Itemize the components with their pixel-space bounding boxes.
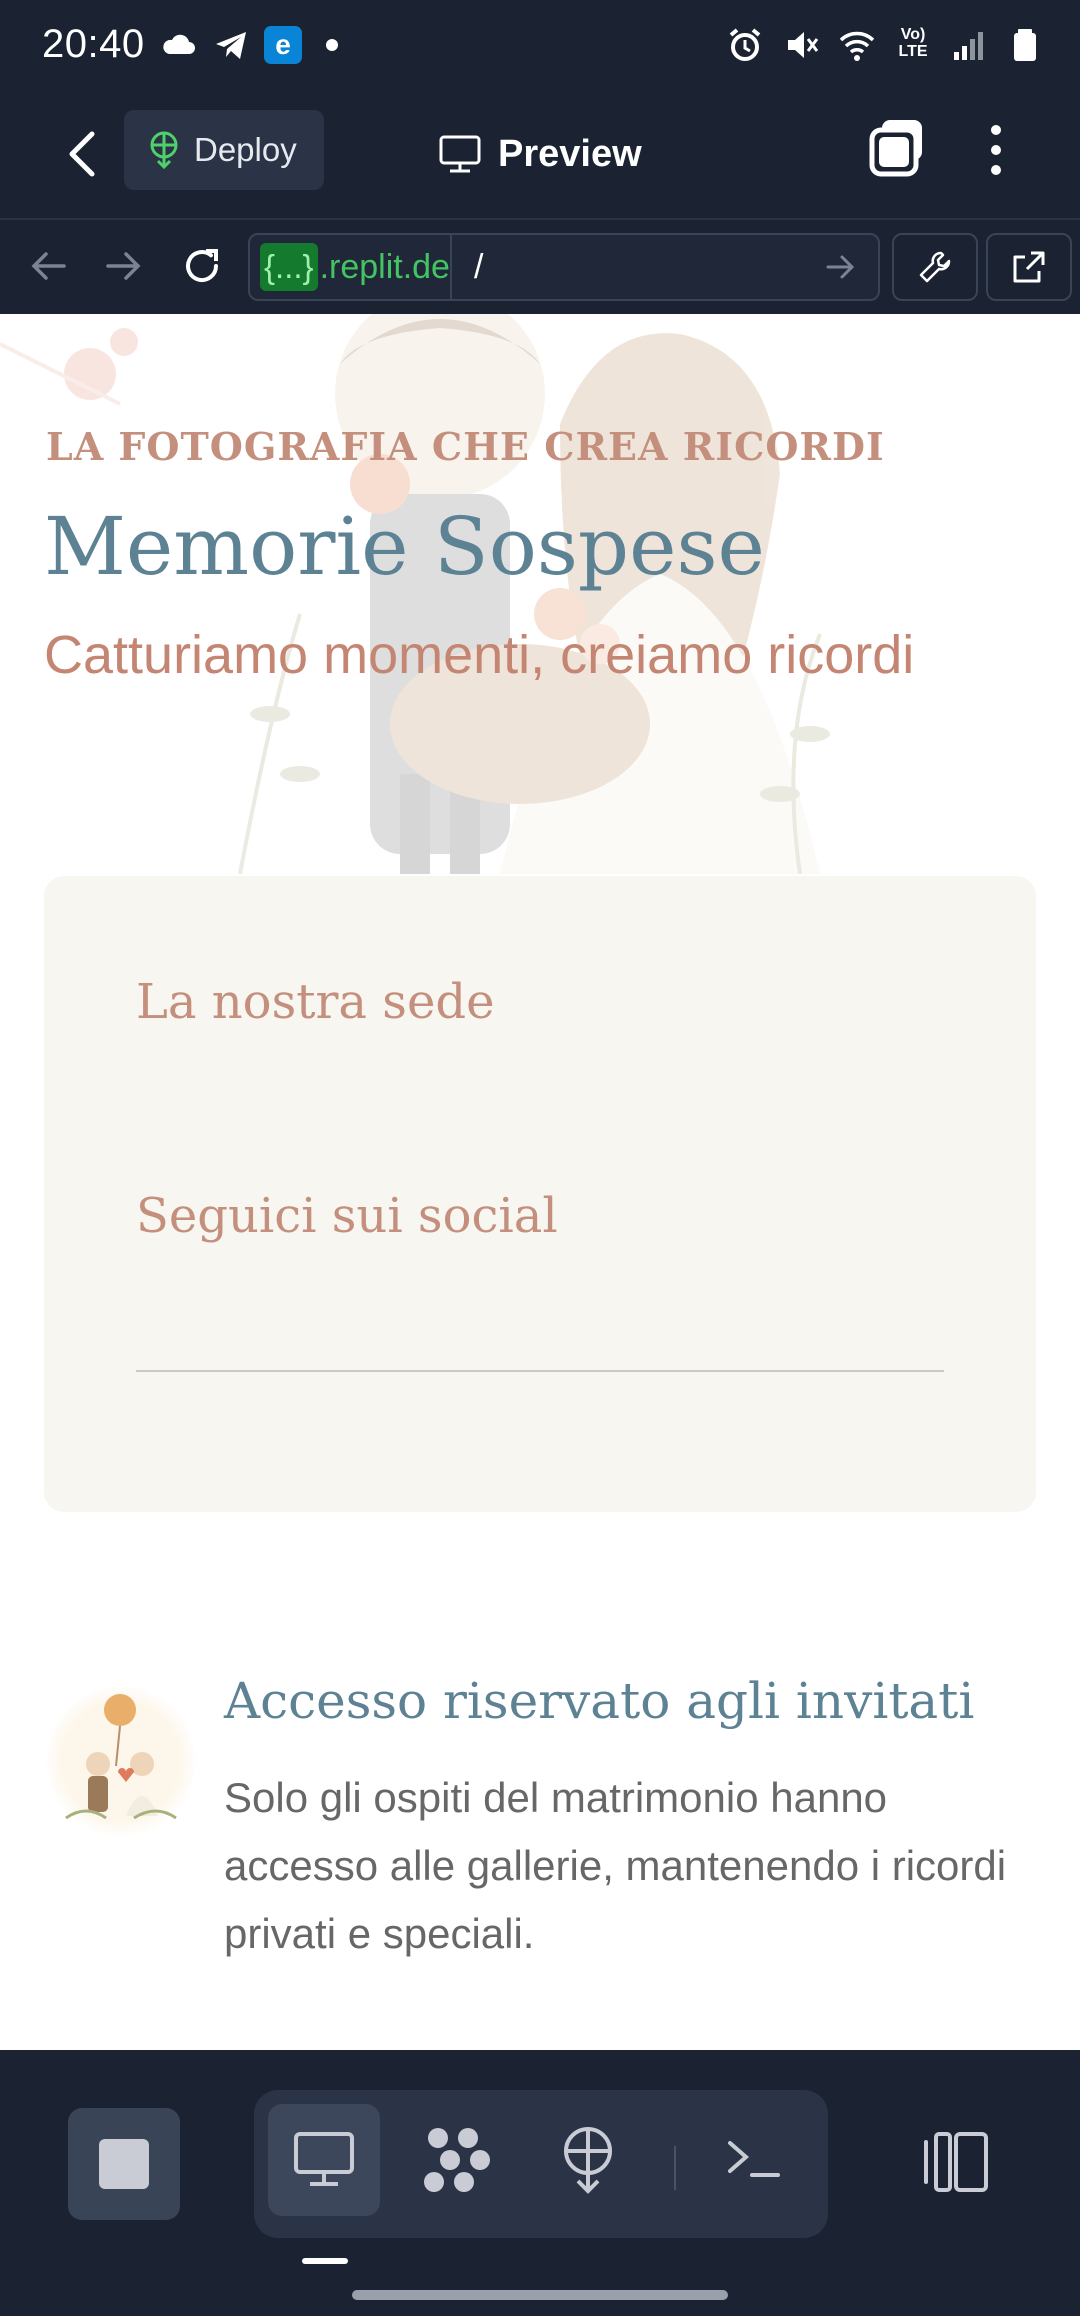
wedding-couple-illustration (0, 314, 1080, 874)
dock-divider (674, 2146, 676, 2190)
access-text: Solo gli ospiti del matrimonio hanno accesso alle gallerie, mantenendo i ricordi privati e speciali. (224, 1774, 1007, 1957)
info-card (44, 876, 1036, 1512)
reload-icon[interactable] (178, 242, 226, 290)
terminal-icon (724, 2135, 784, 2185)
telegram-icon (212, 26, 250, 64)
alarm-icon (726, 26, 764, 64)
preview-tool-button[interactable] (268, 2104, 380, 2216)
url-separator (450, 234, 452, 300)
apps-tool-button[interactable] (400, 2104, 512, 2216)
external-link-icon (1009, 247, 1049, 287)
couple-heart-balloon-icon (46, 1686, 196, 1836)
wrench-icon (915, 247, 955, 287)
battery-icon (1006, 26, 1044, 64)
url-field[interactable] (248, 233, 880, 301)
url-row (0, 220, 1080, 314)
card-divider (136, 1370, 944, 1372)
side-panel-icon[interactable] (916, 2128, 994, 2196)
gesture-home-indicator[interactable] (352, 2290, 728, 2300)
site-title: Memorie Sospese (44, 500, 765, 593)
url-go-arrow-icon[interactable] (820, 247, 860, 287)
status-bar (0, 0, 1080, 96)
more-menu-icon[interactable] (972, 120, 1020, 180)
hero-eyebrow: LA FOTOGRAFIA CHE CREA RICORDI (46, 424, 885, 469)
cloud-icon (160, 26, 198, 64)
active-indicator (302, 2258, 348, 2264)
preview-label: Preview (498, 132, 642, 175)
signal-icon (950, 26, 988, 64)
mute-icon (782, 26, 820, 64)
access-title: Accesso riservato agli invitati (224, 1672, 975, 1730)
deploy-button[interactable] (124, 110, 324, 190)
app-header (0, 96, 1080, 220)
tabs-icon[interactable] (866, 116, 930, 180)
deploy-tool-button[interactable] (532, 2104, 644, 2216)
stop-icon (99, 2139, 149, 2189)
site-tagline: Catturiamo momenti, creiamo ricordi (44, 625, 915, 685)
status-time: 20:40 (42, 22, 145, 66)
deploy-label: Deploy (194, 131, 297, 168)
apps-cluster-icon (420, 2124, 492, 2196)
deploy-icon (146, 130, 182, 170)
arrow-forward-icon[interactable] (100, 242, 148, 290)
url-host: .replit.de (319, 247, 450, 286)
shell-tool-button[interactable] (698, 2104, 810, 2216)
couple-thumbnail (46, 1686, 196, 1836)
tool-dock (254, 2090, 828, 2238)
open-external-button[interactable] (986, 233, 1072, 301)
access-notice (0, 1672, 1080, 1972)
web-preview (0, 314, 1080, 2050)
bottom-toolbar (0, 2050, 1080, 2316)
social-heading: Seguici sui social (136, 1188, 558, 1244)
notification-dot-icon (326, 39, 338, 51)
deploy-icon (558, 2125, 618, 2195)
location-heading: La nostra sede (136, 974, 495, 1030)
volte-icon: Vo) LTE (898, 26, 928, 60)
preview-tab[interactable] (438, 124, 642, 184)
wifi-icon (838, 26, 876, 64)
stop-button[interactable] (68, 2108, 180, 2220)
arrow-back-icon[interactable] (24, 242, 72, 290)
monitor-icon (438, 134, 482, 174)
back-chevron-icon[interactable] (56, 124, 112, 184)
url-host-badge: {...} (260, 243, 318, 291)
url-path[interactable]: / (473, 247, 484, 286)
devtools-button[interactable] (892, 233, 978, 301)
edge-icon: e (264, 26, 302, 64)
monitor-icon (292, 2130, 356, 2190)
hero-section (0, 314, 1080, 874)
